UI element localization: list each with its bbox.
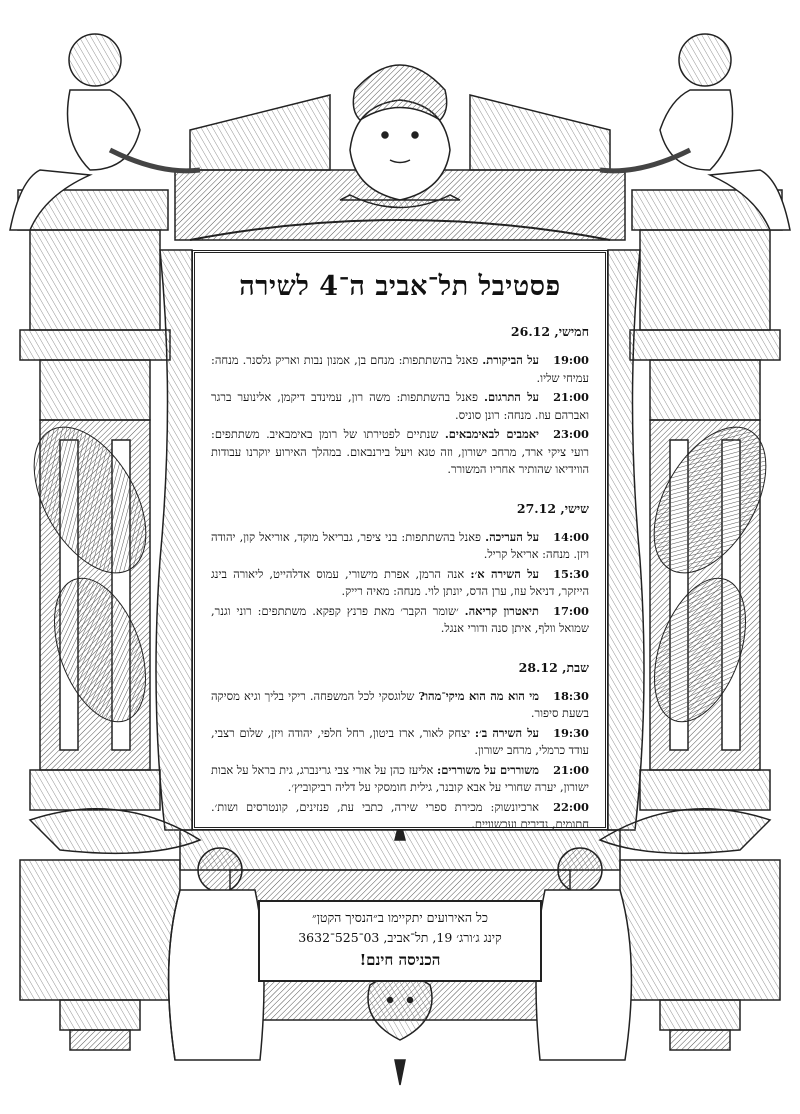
event-time: 19:30 bbox=[553, 725, 589, 740]
event-description: שנתיים לפטירתו של רומן באימבאיב. משתתפים: רועי ציקי ארד, מרחב ישורון, וזה טגא ויעל בירנבאום. במהלך האירוע יוקרנו עבודות הווידיאו שהותיר אחריו המשורר. bbox=[211, 427, 589, 476]
day-heading: חמישי, 26.12 bbox=[510, 324, 589, 339]
event-description: ׳שומר הקבר׳ מאת פרנץ קפקא. משתתפים: רוני וגנר, שמואל וולף, איתן סנה ודורי אנגל. bbox=[211, 603, 589, 635]
event-time: 18:30 bbox=[553, 688, 589, 703]
event-title: על העריכה. bbox=[485, 529, 540, 544]
event-item bbox=[211, 725, 589, 760]
event-time: 22:00 bbox=[553, 799, 589, 814]
event-time: 21:00 bbox=[553, 390, 589, 404]
event-description: יצחק לאור, ארז ביטון, רחל חלפי, יהודה ויזן, שלום רצבי, עודד כרמלי, מרחב ישורון. bbox=[211, 725, 589, 757]
day-heading: שישי, 27.12 bbox=[516, 500, 589, 516]
event-item bbox=[211, 566, 589, 601]
event-item bbox=[211, 762, 589, 797]
event-item bbox=[211, 799, 589, 834]
event-title: על השירה א׳: bbox=[470, 566, 540, 581]
event-title: על השירה ב׳: bbox=[474, 725, 539, 740]
day-section bbox=[211, 660, 589, 834]
event-title: על התרגום. bbox=[484, 390, 539, 404]
event-time: 17:00 bbox=[553, 603, 589, 618]
event-description: פאנל בהשתתפות: משה רון, עמינדב דיקמן, אלינוער ברגר ואברהם עוז. מנחה: רונן סוניס. bbox=[211, 390, 589, 422]
event-description: אליעז כהן על אורי צבי גרינברג, גית בראל על אבות ישורון, יערה שחורי על אבא קובנר, גילית חומסקי על דליה רביקוביץ׳. bbox=[211, 762, 589, 794]
event-description: שלוגסקי לכל המשפחה. ריקי בליך וגיא מסיקה בשעת סיפור. bbox=[211, 688, 589, 720]
event-title: יאמבים לבאימבאים. bbox=[444, 427, 539, 441]
event-description: פאנל בהשתתפות: בני ציפר, גבריאל מוקד, אוריאל קון, יהודה ויזן. מנחה: אריאל קריל. bbox=[211, 529, 589, 561]
event-time: 15:30 bbox=[553, 566, 590, 581]
event-time: 19:00 bbox=[553, 353, 589, 367]
day-section bbox=[211, 324, 589, 479]
event-description: פאנל בהשתתפות: מנחם בן, אמנון נבות ואריק גלסנר. מנחה: עמיחי שליו. bbox=[211, 353, 589, 385]
event-item bbox=[211, 529, 589, 564]
day-heading: שבת, 28.12 bbox=[518, 659, 589, 675]
event-time: 21:00 bbox=[553, 762, 590, 777]
program-panel bbox=[192, 250, 608, 830]
event-title: מי הוא מה הוא מיקי־מהו? bbox=[418, 688, 539, 703]
venue-line: כל האירועים יתקיימו ב״הנסיך הקטן״ bbox=[312, 910, 488, 925]
event-title: על הביקורת. bbox=[482, 353, 539, 367]
address-line: קינג ג׳ורג׳ 19, תל־אביב, 03־525־3632 bbox=[298, 930, 502, 945]
event-item bbox=[211, 603, 589, 638]
event-title: תיאטרון קריאה. bbox=[464, 603, 539, 618]
event-item bbox=[211, 426, 589, 479]
event-item bbox=[211, 389, 589, 424]
event-time: 23:00 bbox=[553, 427, 589, 441]
mask-face bbox=[368, 975, 432, 1085]
event-description: ארכיונשוק: מכירת ספרי שירה, כתבי עת, פנזינים, קונטרסים ושות׳. חתומים, נדירים ועכשוויים. bbox=[211, 799, 589, 831]
free-entry-line: הכניסה חינם! bbox=[359, 951, 441, 969]
event-title: משוררים על משוררים: bbox=[437, 762, 540, 777]
event-time: 14:00 bbox=[553, 529, 590, 544]
day-section bbox=[211, 501, 589, 638]
festival-title: פסטיבל תל־אביב ה־4 לשירה bbox=[239, 271, 561, 302]
event-item bbox=[211, 352, 589, 387]
event-description: אנה הרמן, אפרת מישורי, עמוס אדלהייט, ליאורה בינג הייזקר, דניאל עוז, ערן הדס, יונתן לוי. מנחה: מאיה רייק. bbox=[211, 566, 589, 598]
venue-plaque bbox=[258, 900, 542, 982]
event-item bbox=[211, 688, 589, 723]
